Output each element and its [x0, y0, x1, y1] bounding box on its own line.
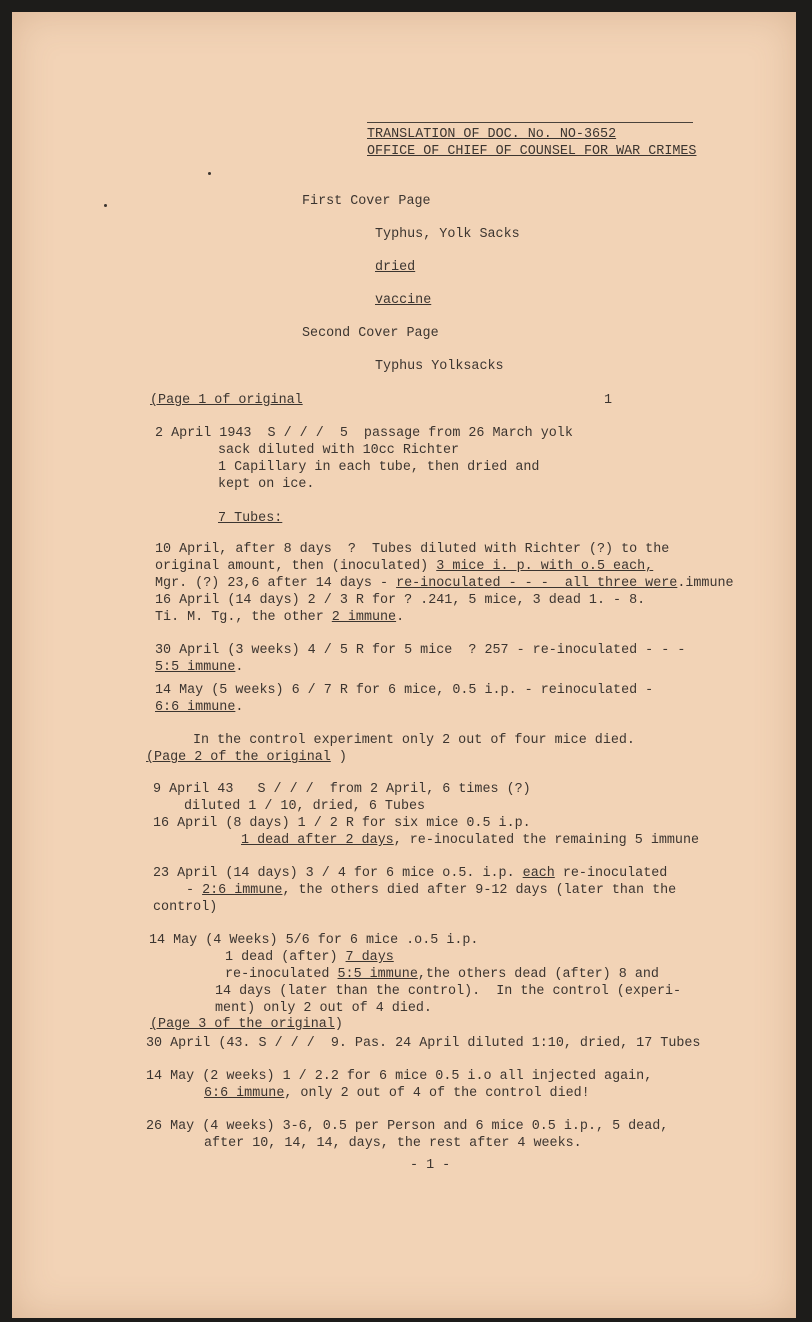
entry-line: kept on ice. — [218, 477, 315, 492]
entry-line: 5:5 immune. — [155, 660, 244, 675]
entry-line: 1 dead (after) 7 days — [225, 950, 394, 965]
footer-page-number: - 1 - — [410, 1158, 451, 1173]
entry-line: after 10, 14, 14, days, the rest after 4 weeks. — [204, 1136, 582, 1151]
entry-line: 9 April 43 S / / / from 2 April, 6 times (?) — [153, 782, 531, 797]
entry-line: 1 Capillary in each tube, then dried and — [218, 460, 540, 475]
entry-line: 14 May (5 weeks) 6 / 7 R for 6 mice, 0.5 i.p. - reinoculated - — [155, 683, 654, 698]
entry-line: diluted 1 / 10, dried, 6 Tubes — [184, 799, 426, 814]
entry-line: 26 May (4 weeks) 3-6, 0.5 per Person and 6 mice 0.5 i.p., 5 dead, — [146, 1119, 669, 1134]
document-page — [12, 12, 796, 1318]
second-cover-page: Second Cover Page — [302, 326, 439, 341]
entry-line: 2 April 1943 S / / / 5 passage from 26 March yolk — [155, 426, 573, 441]
header-translation: TRANSLATION OF DOC. No. NO-3652 — [367, 127, 617, 142]
entry-line: Ti. M. Tg., the other 2 immune. — [155, 610, 405, 625]
entry-line: ment) only 2 out of 4 died. — [215, 1001, 432, 1016]
entry-line: 1 dead after 2 days, re-inoculated the remaining 5 immune — [241, 833, 700, 848]
header-rule — [367, 122, 693, 123]
entry-line: sack diluted with 10cc Richter — [218, 443, 460, 458]
cover-dried: dried — [375, 260, 416, 275]
entry-line: 23 April (14 days) 3 / 4 for 6 mice o.5. i.p. each re-inoculated — [153, 866, 668, 881]
entry-line: control) — [153, 900, 218, 915]
header-office: OFFICE OF CHIEF OF COUNSEL FOR WAR CRIMES — [367, 144, 697, 159]
entry-line: - 2:6 immune, the others died after 9-12 days (later than the — [186, 883, 677, 898]
entry-line: 10 April, after 8 days ? Tubes diluted with Richter (?) to the — [155, 542, 670, 557]
entry-line: 6:6 immune, only 2 out of 4 of the control died! — [204, 1086, 590, 1101]
cover-title: Typhus, Yolk Sacks — [375, 227, 520, 242]
page-number: 1 — [604, 393, 613, 408]
entry-line: 14 May (2 weeks) 1 / 2.2 for 6 mice 0.5 i.o all injected again, — [146, 1069, 653, 1084]
entry-line: original amount, then (inoculated) 3 mice i. p. with o.5 each, — [155, 559, 654, 574]
page3-label: (Page 3 of the original) — [150, 1017, 343, 1032]
first-cover-page: First Cover Page — [302, 194, 431, 209]
entry-line: re-inoculated 5:5 immune,the others dead (after) 8 and — [225, 967, 659, 982]
control-note: In the control experiment only 2 out of four mice died. — [193, 733, 635, 748]
page2-label: (Page 2 of the original ) — [146, 750, 347, 765]
entry-line: 6:6 immune. — [155, 700, 244, 715]
cover-vaccine: vaccine — [375, 293, 432, 308]
ink-speck — [208, 172, 211, 175]
second-cover-title: Typhus Yolksacks — [375, 359, 504, 374]
entry-line: 30 April (3 weeks) 4 / 5 R for 5 mice ? 257 - re-inoculated - - - — [155, 643, 686, 658]
entry-line: 14 days (later than the control). In the control (experi- — [215, 984, 682, 999]
entry-line: 16 April (8 days) 1 / 2 R for six mice 0.5 i.p. — [153, 816, 531, 831]
tubes-heading: 7 Tubes: — [218, 511, 283, 526]
ink-speck — [104, 204, 107, 207]
entry-line: 30 April (43. S / / / 9. Pas. 24 April diluted 1:10, dried, 17 Tubes — [146, 1036, 701, 1051]
entry-line: 16 April (14 days) 2 / 3 R for ? .241, 5 mice, 3 dead 1. - 8. — [155, 593, 646, 608]
entry-line: Mgr. (?) 23,6 after 14 days - re-inoculated - - - all three were.immune — [155, 576, 734, 591]
entry-line: 14 May (4 Weeks) 5/6 for 6 mice .o.5 i.p. — [149, 933, 479, 948]
page1-label: (Page 1 of original — [150, 393, 303, 408]
